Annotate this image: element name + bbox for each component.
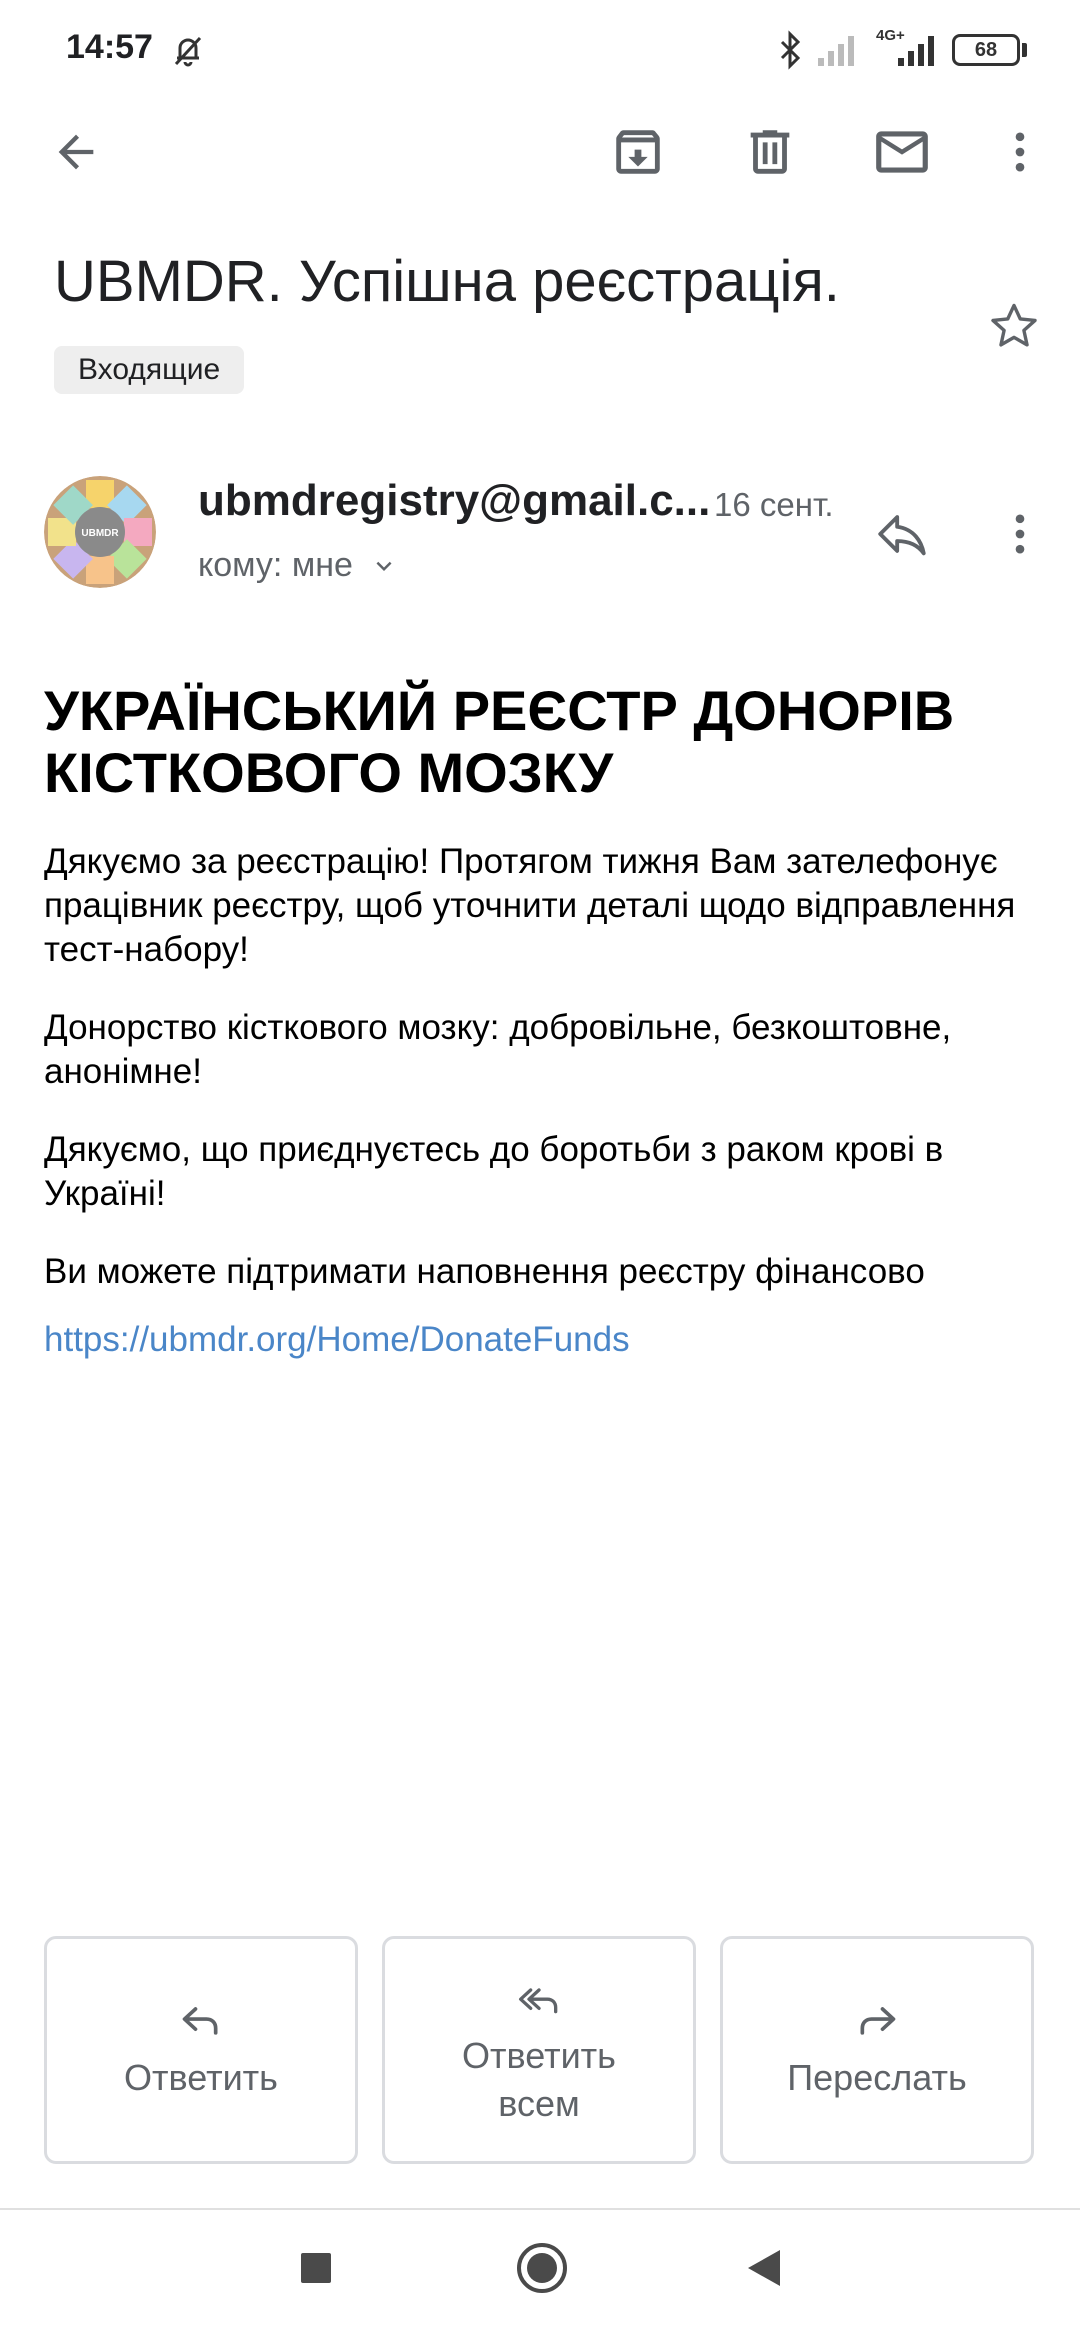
- back-nav-button[interactable]: [734, 2238, 794, 2298]
- more-vert-icon: [994, 126, 1046, 178]
- body-heading: УКРАЇНСЬКИЙ РЕЄСТР ДОНОРІВ КІСТКОВОГО МОЗКУ: [44, 679, 955, 804]
- recipients-label: кому: мне: [198, 546, 353, 584]
- more-options-button[interactable]: [984, 116, 1056, 188]
- forward-icon: [855, 1998, 899, 2042]
- message-more-button[interactable]: [984, 498, 1056, 570]
- archive-icon: [609, 123, 667, 181]
- delete-icon: [741, 123, 799, 181]
- home-button[interactable]: [508, 2234, 576, 2302]
- mark-unread-button[interactable]: [866, 116, 938, 188]
- body-paragraph: Ви можете підтримати наповнення реєстру фінансово: [44, 1252, 925, 1291]
- avatar[interactable]: [44, 476, 156, 588]
- bell-off-icon: [168, 30, 208, 70]
- email-body: [44, 680, 1044, 1362]
- body-paragraph: Дякуємо за реєстрацію! Протягом тижня Вам зателефонує працівник реєстру, щоб уточнити деталі щодо відправлення тест-набору!: [44, 842, 1016, 969]
- reply-icon: [179, 1998, 223, 2042]
- chevron-down-icon: [369, 551, 399, 581]
- signal-icon: [816, 32, 860, 68]
- back-button[interactable]: [40, 116, 112, 188]
- reply-action-button[interactable]: [44, 1936, 358, 2164]
- forward-action-button[interactable]: [720, 1936, 1034, 2164]
- ubmdr-logo: [44, 476, 156, 588]
- body-paragraph: Дякуємо, що приєднуєтесь до боротьби з раком крові в Україні!: [44, 1130, 944, 1213]
- battery-level: 68: [974, 38, 998, 61]
- reply-all-icon: [515, 1980, 563, 2020]
- sender-address[interactable]: ubmdregistry@gmail.c...: [198, 476, 711, 525]
- email-date: 16 сент.: [714, 486, 834, 523]
- reply-action-label: Ответить: [124, 2057, 278, 2098]
- recents-button[interactable]: [286, 2238, 346, 2298]
- email-subject: UBMDR. Успішна реєстрація.: [54, 249, 840, 314]
- status-time: 14:57: [66, 28, 153, 66]
- square-icon: [299, 2251, 333, 2285]
- recipients-toggle[interactable]: [198, 546, 399, 585]
- arrow-back-icon: [50, 126, 102, 178]
- home-circle-icon: [515, 2241, 569, 2295]
- reply-button[interactable]: [866, 498, 938, 570]
- signal-icon: [896, 32, 940, 68]
- star-button[interactable]: [976, 288, 1052, 364]
- bluetooth-icon: [774, 30, 808, 70]
- network-type: 4G+: [876, 27, 905, 44]
- mail-icon: [871, 121, 933, 183]
- archive-button[interactable]: [602, 116, 674, 188]
- status-bar: [0, 0, 1080, 100]
- delete-button[interactable]: [734, 116, 806, 188]
- star-outline-icon: [985, 297, 1043, 355]
- reply-icon: [873, 505, 931, 563]
- body-paragraph: Донорство кісткового мозку: добровільне, безкоштовне, анонімне!: [44, 1008, 952, 1091]
- reply-all-action-button[interactable]: [382, 1936, 696, 2164]
- battery-icon: [952, 34, 1020, 66]
- battery-tip: [1022, 43, 1027, 57]
- forward-action-label: Переслать: [787, 2057, 967, 2098]
- donate-link[interactable]: https://ubmdr.org/Home/DonateFunds: [44, 1320, 630, 1359]
- label-chip-inbox[interactable]: Входящие: [54, 346, 244, 394]
- more-vert-icon: [994, 508, 1046, 560]
- svg-text:UBMDR: UBMDR: [81, 528, 119, 539]
- reply-all-action-label: Ответить всем: [462, 2035, 616, 2124]
- triangle-back-icon: [746, 2248, 782, 2288]
- system-nav-bar: [0, 2210, 1080, 2340]
